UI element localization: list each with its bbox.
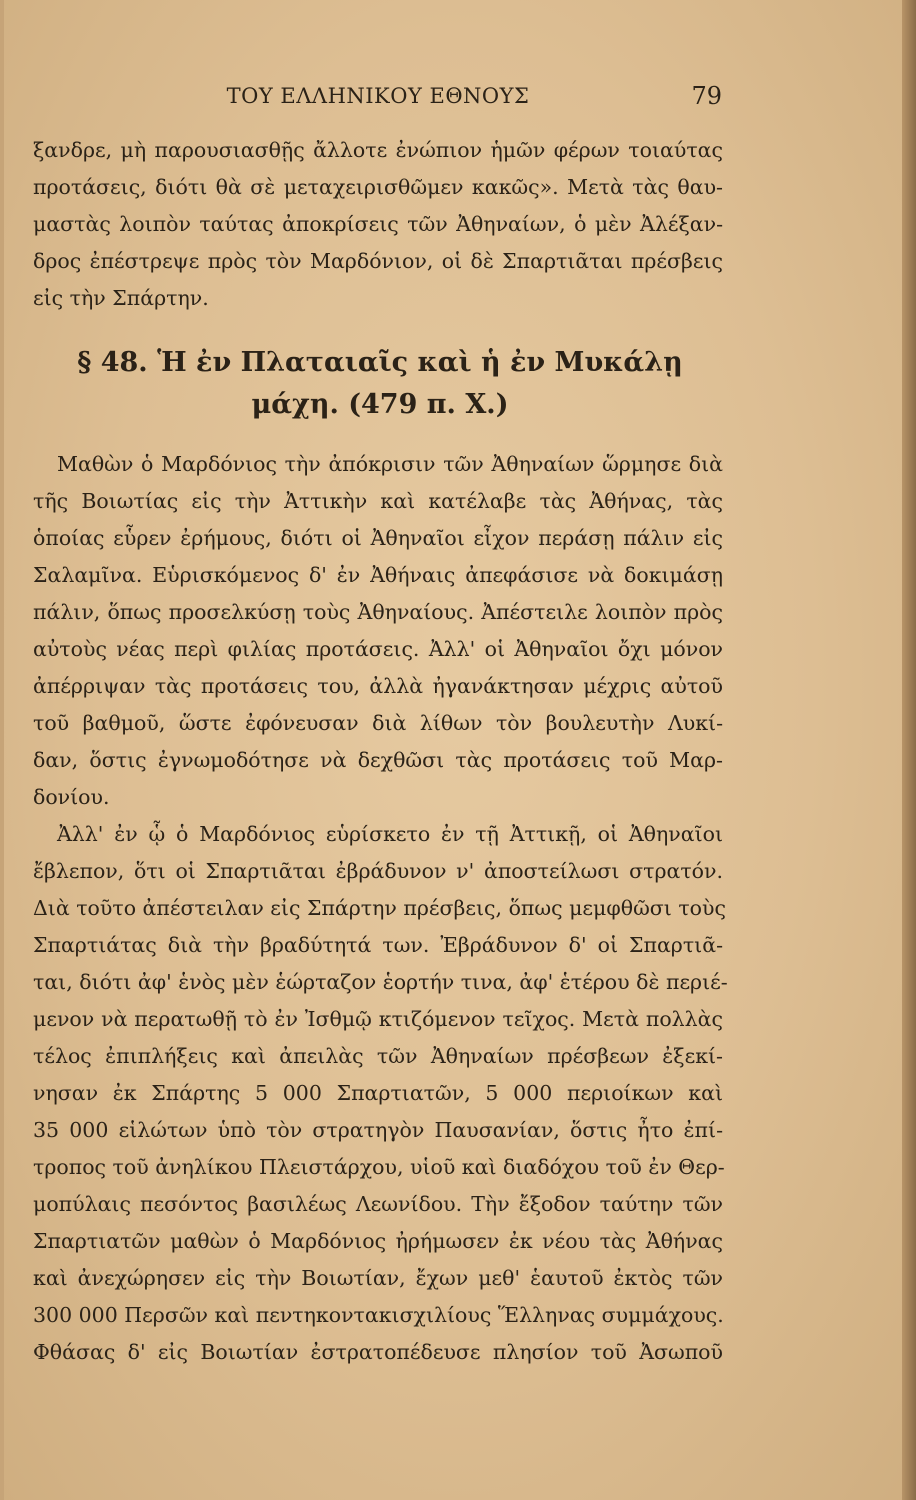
section-heading-line: § 48. Ἡ ἐν Πλαταιαῖς καὶ ἡ ἐν Μυκάλῃ (77, 347, 683, 378)
text-line: τῆς Βοιωτίας εἰς τὴν Ἀττικὴν καὶ κατέλαβε τὰς Ἀθήνας, τὰς (33, 489, 723, 513)
text-line: τροπος τοῦ ἀνηλίκου Πλειστάρχου, υἱοῦ καὶ διαδόχου τοῦ ἐν Θερ- (33, 1155, 725, 1179)
text-line: αὐτοὺς νέας περὶ φιλίας προτάσεις. Ἀλλ' οἱ Ἀθηναῖοι ὄχι μόνον (33, 637, 723, 661)
text-line: 300 000 Περσῶν καὶ πεντηκοντακισχιλίους Ἕλληνας συμμάχους. (33, 1303, 724, 1327)
text-line: ἔβλεπον, ὅτι οἱ Σπαρτιᾶται ἐβράδυνον ν' ἀποστείλωσι στρατόν. (33, 859, 723, 883)
text-line: μοπύλαις πεσόντος βασιλέως Λεωνίδου. Τὴν ἔξοδον ταύτην τῶν (33, 1192, 723, 1216)
text-line: καὶ ἀνεχώρησεν εἰς τὴν Βοιωτίαν, ἔχων μεθ' ἑαυτοῦ ἐκτὸς τῶν (33, 1266, 723, 1290)
text-line: μαστὰς λοιπὸν ταύτας ἀποκρίσεις τῶν Ἀθηναίων, ὁ μὲν Ἀλέξαν- (33, 212, 723, 236)
text-line: προτάσεις, διότι θὰ σὲ μεταχειρισθῶμεν κακῶς». Μετὰ τὰς θαυ- (33, 175, 723, 199)
page-number: 79 (691, 82, 722, 110)
text-line: Φθάσας δ' εἰς Βοιωτίαν ἐστρατοπέδευσε πλησίον τοῦ Ἀσωποῦ (33, 1340, 723, 1364)
text-line: τοῦ βαθμοῦ, ὥστε ἐφόνευσαν διὰ λίθων τὸν βουλευτὴν Λυκί- (33, 711, 723, 735)
text-line: δονίου. (33, 785, 110, 809)
text-line: τέλος ἐπιπλήξεις καὶ ἀπειλὰς τῶν Ἀθηναίων πρέσβεων ἐξεκί- (33, 1044, 723, 1068)
running-title: ΤΟΥ ΕΛΛΗΝΙΚΟΥ ΕΘΝΟΥΣ (226, 84, 530, 108)
paragraph-2 (33, 816, 728, 1371)
text-line: νησαν ἐκ Σπάρτης 5 000 Σπαρτιατῶν, 5 000 περιοίκων καὶ (33, 1081, 723, 1105)
text-line: ξανδρε, μὴ παρουσιασθῇς ἄλλοτε ἐνώπιον ἡμῶν φέρων τοιαύτας (33, 138, 723, 162)
section-heading (60, 342, 700, 426)
page-left-edge (0, 0, 4, 1500)
text-line: Σαλαμῖνα. Εὑρισκόμενος δ' ἐν Ἀθήναις ἀπεφάσισε νὰ δοκιμάσῃ (33, 563, 723, 587)
text-line: εἰς τὴν Σπάρτην. (33, 286, 209, 310)
text-line: ται, διότι ἀφ' ἑνὸς μὲν ἑώρταζον ἑορτήν τινα, ἀφ' ἑτέρου δὲ περιέ- (33, 970, 728, 994)
text-line: 35 000 εἱλώτων ὑπὸ τὸν στρατηγὸν Παυσανίαν, ὅστις ἦτο ἐπί- (33, 1118, 723, 1142)
text-line: ἀπέρριψαν τὰς προτάσεις του, ἀλλὰ ἠγανάκτησαν μέχρις αὐτοῦ (33, 674, 723, 698)
text-line: δρος ἐπέστρεψε πρὸς τὸν Μαρδόνιον, οἱ δὲ Σπαρτιᾶται πρέσβεις (33, 249, 723, 273)
page-right-edge (902, 0, 916, 1500)
paragraph-1 (33, 446, 723, 816)
text-line: ὁποίας εὗρεν ἐρήμους, διότι οἱ Ἀθηναῖοι εἶχον περάσῃ πάλιν εἰς (33, 526, 723, 550)
text-line: μενον νὰ περατωθῇ τὸ ἐν Ἰσθμῷ κτιζόμενον τεῖχος. Μετὰ πολλὰς (33, 1007, 723, 1031)
text-line: πάλιν, ὅπως προσελκύσῃ τοὺς Ἀθηναίους. Ἀπέστειλε λοιπὸν πρὸς (33, 600, 723, 624)
text-line: Σπαρτιάτας διὰ τὴν βραδύτητά των. Ἐβράδυνον δ' οἱ Σπαρτιᾶ- (33, 933, 723, 957)
text-line: Ἀλλ' ἐν ᾧ ὁ Μαρδόνιος εὑρίσκετο ἐν τῇ Ἀττικῇ, οἱ Ἀθηναῖοι (57, 822, 723, 846)
text-line: δαν, ὅστις ἐγνωμοδότησε νὰ δεχθῶσι τὰς προτάσεις τοῦ Μαρ- (33, 748, 723, 772)
text-line: Διὰ τοῦτο ἀπέστειλαν εἰς Σπάρτην πρέσβεις, ὅπως μεμφθῶσι τοὺς (33, 896, 726, 920)
text-line: Σπαρτιατῶν μαθὼν ὁ Μαρδόνιος ἠρήμωσεν ἐκ νέου τὰς Ἀθήνας (33, 1229, 723, 1253)
section-heading-line: μάχη. (479 π. Χ.) (251, 389, 509, 420)
top-paragraph (33, 132, 723, 317)
text-line: Μαθὼν ὁ Μαρδόνιος τὴν ἀπόκρισιν τῶν Ἀθηναίων ὥρμησε διὰ (57, 452, 723, 476)
